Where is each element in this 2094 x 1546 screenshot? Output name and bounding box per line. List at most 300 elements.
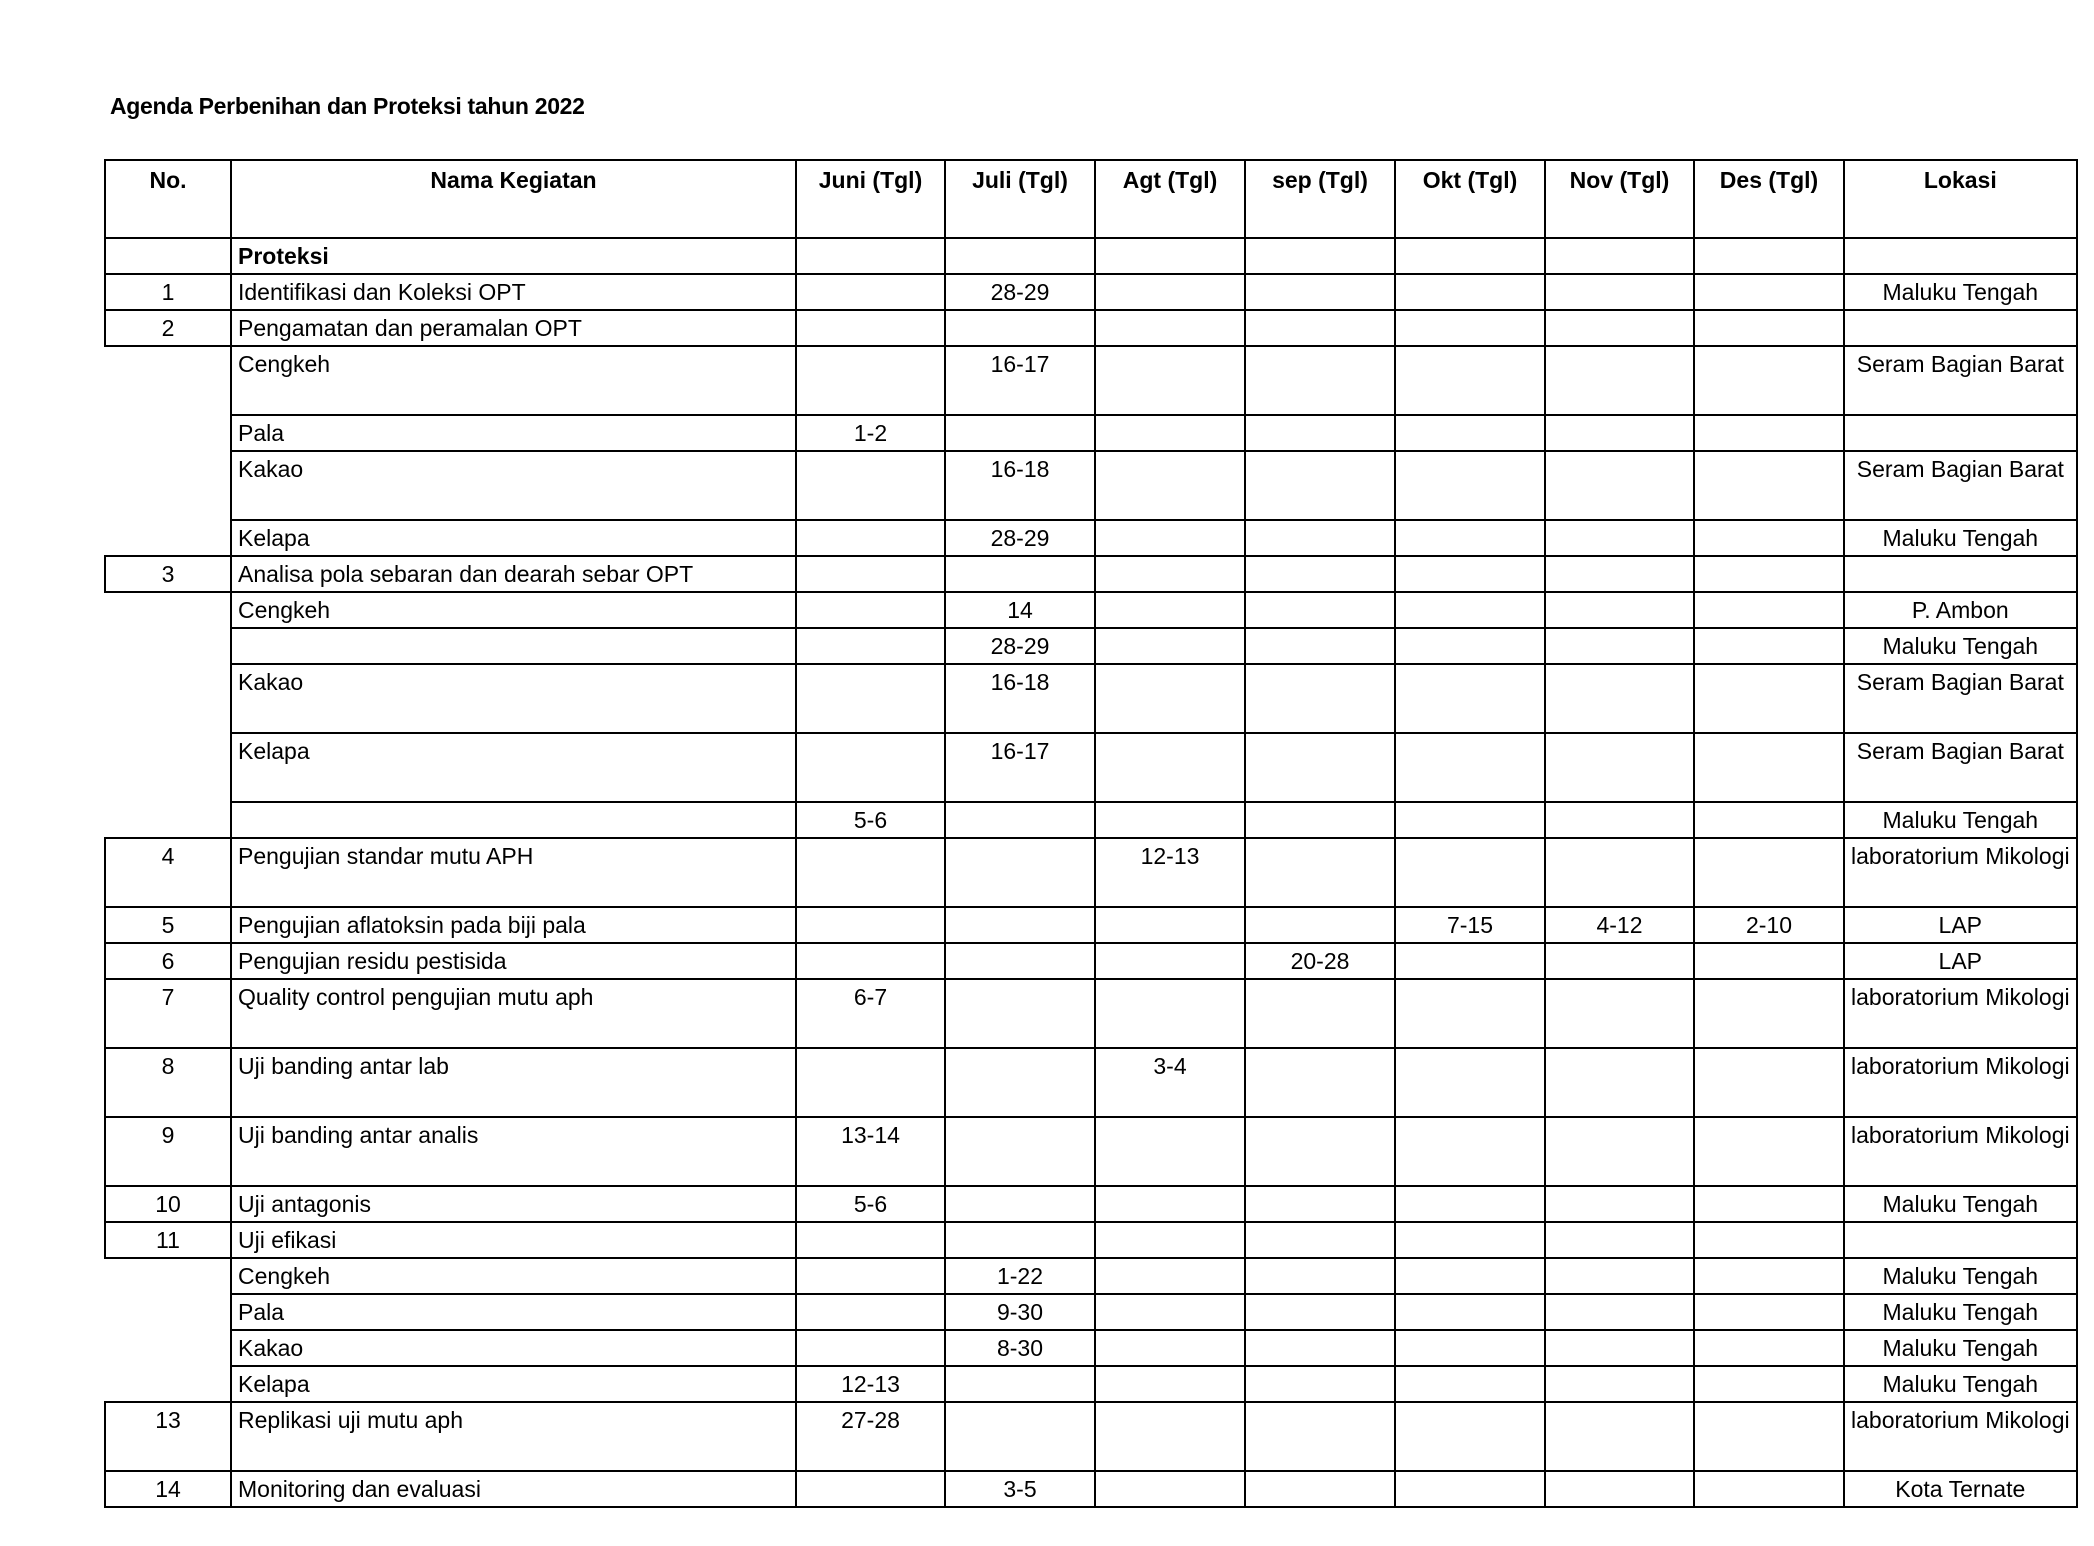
des-cell — [1694, 838, 1844, 907]
lokasi-cell: Maluku Tengah — [1844, 628, 2077, 664]
agt-cell — [1095, 1366, 1245, 1402]
nov-cell — [1545, 274, 1694, 310]
sep-cell — [1245, 1258, 1395, 1294]
nov-cell — [1545, 592, 1694, 628]
sep-cell — [1245, 1366, 1395, 1402]
agt-cell: 12-13 — [1095, 838, 1245, 907]
nama-kegiatan-cell: Pengujian residu pestisida — [231, 943, 796, 979]
no-cell: 3 — [105, 556, 231, 592]
agt-cell — [1095, 628, 1245, 664]
table-row — [105, 1294, 2077, 1330]
no-cell — [105, 664, 231, 733]
table-row — [105, 1258, 2077, 1294]
nov-cell — [1545, 1402, 1694, 1471]
nama-kegiatan-cell: Cengkeh — [231, 346, 796, 415]
lokasi-cell — [1844, 1222, 2077, 1258]
juni-cell — [796, 1294, 945, 1330]
no-cell — [105, 1366, 231, 1402]
juni-cell — [796, 346, 945, 415]
juni-cell: 5-6 — [796, 1186, 945, 1222]
agt-cell — [1095, 1471, 1245, 1507]
lokasi-cell: laboratorium Mikologi — [1844, 1117, 2077, 1186]
juli-cell — [945, 1186, 1095, 1222]
agt-cell — [1095, 592, 1245, 628]
nov-cell — [1545, 1258, 1694, 1294]
lokasi-cell: Seram Bagian Barat — [1844, 664, 2077, 733]
sep-cell — [1245, 907, 1395, 943]
juni-cell — [796, 733, 945, 802]
header-juni: Juni (Tgl) — [796, 160, 945, 238]
table-row — [105, 1186, 2077, 1222]
okt-cell — [1395, 1402, 1545, 1471]
des-cell — [1694, 592, 1844, 628]
okt-cell — [1395, 346, 1545, 415]
nama-kegiatan-cell: Replikasi uji mutu aph — [231, 1402, 796, 1471]
no-cell — [105, 1294, 231, 1330]
nama-kegiatan-cell: Pengamatan dan peramalan OPT — [231, 310, 796, 346]
juli-cell — [945, 1222, 1095, 1258]
sep-cell: 20-28 — [1245, 943, 1395, 979]
table-row — [105, 1471, 2077, 1507]
header-juli: Juli (Tgl) — [945, 160, 1095, 238]
juli-cell: 1-22 — [945, 1258, 1095, 1294]
agt-cell — [1095, 802, 1245, 838]
juli-cell — [945, 943, 1095, 979]
sep-cell — [1245, 628, 1395, 664]
nama-kegiatan-cell: Kelapa — [231, 733, 796, 802]
lokasi-cell: Kota Ternate — [1844, 1471, 2077, 1507]
table-row — [105, 1402, 2077, 1471]
lokasi-cell: Maluku Tengah — [1844, 1186, 2077, 1222]
sep-cell — [1245, 838, 1395, 907]
lokasi-cell: P. Ambon — [1844, 592, 2077, 628]
juli-cell — [945, 310, 1095, 346]
sep-cell — [1245, 310, 1395, 346]
nama-kegiatan-cell: Pengujian aflatoksin pada biji pala — [231, 907, 796, 943]
okt-cell — [1395, 628, 1545, 664]
des-cell — [1694, 1366, 1844, 1402]
juni-cell — [796, 1330, 945, 1366]
table-row — [105, 415, 2077, 451]
nama-kegiatan-cell — [231, 628, 796, 664]
okt-cell — [1395, 838, 1545, 907]
okt-cell — [1395, 1048, 1545, 1117]
okt-cell — [1395, 1294, 1545, 1330]
juli-cell — [945, 1117, 1095, 1186]
sep-cell — [1245, 1222, 1395, 1258]
okt-cell — [1395, 664, 1545, 733]
nov-cell — [1545, 1294, 1694, 1330]
header-okt: Okt (Tgl) — [1395, 160, 1545, 238]
table-row — [105, 451, 2077, 520]
nov-cell — [1545, 733, 1694, 802]
sep-cell — [1245, 733, 1395, 802]
no-cell: 6 — [105, 943, 231, 979]
table-row — [105, 592, 2077, 628]
nov-cell — [1545, 1330, 1694, 1366]
nama-kegiatan-cell: Cengkeh — [231, 1258, 796, 1294]
agt-cell — [1095, 274, 1245, 310]
lokasi-cell: Seram Bagian Barat — [1844, 346, 2077, 415]
agt-cell — [1095, 1222, 1245, 1258]
no-cell: 11 — [105, 1222, 231, 1258]
table-row — [105, 274, 2077, 310]
nama-kegiatan-cell: Uji banding antar lab — [231, 1048, 796, 1117]
des-cell — [1694, 802, 1844, 838]
des-cell — [1694, 943, 1844, 979]
des-cell: 2-10 — [1694, 907, 1844, 943]
nov-cell — [1545, 415, 1694, 451]
header-lokasi: Lokasi — [1844, 160, 2077, 238]
sep-cell — [1245, 802, 1395, 838]
table-row — [105, 628, 2077, 664]
sep-cell — [1245, 1294, 1395, 1330]
agt-cell — [1095, 979, 1245, 1048]
juli-cell: 16-18 — [945, 664, 1095, 733]
no-cell: 1 — [105, 274, 231, 310]
nov-cell — [1545, 1471, 1694, 1507]
no-cell: 14 — [105, 1471, 231, 1507]
des-cell — [1694, 1471, 1844, 1507]
sep-cell — [1245, 415, 1395, 451]
lokasi-cell: Maluku Tengah — [1844, 520, 2077, 556]
nov-cell — [1545, 979, 1694, 1048]
juli-cell — [945, 802, 1095, 838]
lokasi-cell: laboratorium Mikologi — [1844, 838, 2077, 907]
table-row — [105, 346, 2077, 415]
nov-cell — [1545, 346, 1694, 415]
agt-cell: 3-4 — [1095, 1048, 1245, 1117]
no-cell: 4 — [105, 838, 231, 907]
nama-kegiatan-cell: Kakao — [231, 451, 796, 520]
des-cell — [1694, 733, 1844, 802]
sep-cell — [1245, 556, 1395, 592]
nov-cell — [1545, 451, 1694, 520]
juni-cell — [796, 943, 945, 979]
nov-cell — [1545, 628, 1694, 664]
nama-kegiatan-cell: Cengkeh — [231, 592, 796, 628]
juni-cell — [796, 1258, 945, 1294]
lokasi-cell: Maluku Tengah — [1844, 802, 2077, 838]
agt-cell — [1095, 907, 1245, 943]
lokasi-cell: Maluku Tengah — [1844, 1258, 2077, 1294]
section-title: Proteksi — [231, 238, 796, 274]
nama-kegiatan-cell: Uji banding antar analis — [231, 1117, 796, 1186]
okt-cell: 7-15 — [1395, 907, 1545, 943]
agt-cell — [1095, 1186, 1245, 1222]
document-title: Agenda Perbenihan dan Proteksi tahun 2022 — [110, 93, 585, 119]
des-cell — [1694, 1048, 1844, 1117]
header-des: Des (Tgl) — [1694, 160, 1844, 238]
agt-cell — [1095, 415, 1245, 451]
lokasi-cell: Maluku Tengah — [1844, 1330, 2077, 1366]
no-cell: 2 — [105, 310, 231, 346]
no-cell — [105, 346, 231, 415]
sep-cell — [1245, 664, 1395, 733]
no-cell: 10 — [105, 1186, 231, 1222]
agt-cell — [1095, 664, 1245, 733]
nov-cell: 4-12 — [1545, 907, 1694, 943]
table-row — [105, 1117, 2077, 1186]
header-nama-kegiatan: Nama Kegiatan — [231, 160, 796, 238]
des-cell — [1694, 1222, 1844, 1258]
juli-cell — [945, 1048, 1095, 1117]
nov-cell — [1545, 1222, 1694, 1258]
nov-cell — [1545, 556, 1694, 592]
des-cell — [1694, 664, 1844, 733]
juli-cell: 8-30 — [945, 1330, 1095, 1366]
juni-cell — [796, 310, 945, 346]
des-cell — [1694, 1258, 1844, 1294]
agt-cell — [1095, 520, 1245, 556]
des-cell — [1694, 415, 1844, 451]
table-row — [105, 1330, 2077, 1366]
no-cell — [105, 415, 231, 451]
agt-cell — [1095, 1330, 1245, 1366]
juni-cell — [796, 1222, 945, 1258]
juni-cell — [796, 520, 945, 556]
nov-cell — [1545, 802, 1694, 838]
table-row — [105, 664, 2077, 733]
nama-kegiatan-cell: Uji efikasi — [231, 1222, 796, 1258]
nov-cell — [1545, 664, 1694, 733]
okt-cell — [1395, 1330, 1545, 1366]
sep-cell — [1245, 1048, 1395, 1117]
okt-cell — [1395, 1258, 1545, 1294]
no-cell — [105, 520, 231, 556]
agt-cell — [1095, 1258, 1245, 1294]
sep-cell — [1245, 346, 1395, 415]
juni-cell — [796, 556, 945, 592]
table-row — [105, 838, 2077, 907]
des-cell — [1694, 556, 1844, 592]
sep-cell — [1245, 451, 1395, 520]
nama-kegiatan-cell: Kakao — [231, 664, 796, 733]
no-cell: 5 — [105, 907, 231, 943]
header-row — [105, 160, 2077, 238]
juli-cell: 16-17 — [945, 733, 1095, 802]
agt-cell — [1095, 346, 1245, 415]
juli-cell — [945, 1402, 1095, 1471]
lokasi-cell: laboratorium Mikologi — [1844, 1048, 2077, 1117]
des-cell — [1694, 628, 1844, 664]
juni-cell — [796, 664, 945, 733]
no-cell — [105, 451, 231, 520]
des-cell — [1694, 346, 1844, 415]
des-cell — [1694, 274, 1844, 310]
juni-cell: 1-2 — [796, 415, 945, 451]
nama-kegiatan-cell: Pala — [231, 1294, 796, 1330]
table-row — [105, 907, 2077, 943]
juni-cell — [796, 451, 945, 520]
table-row — [105, 733, 2077, 802]
nama-kegiatan-cell: Uji antagonis — [231, 1186, 796, 1222]
juni-cell: 6-7 — [796, 979, 945, 1048]
juli-cell: 28-29 — [945, 520, 1095, 556]
juni-cell — [796, 274, 945, 310]
no-cell — [105, 802, 231, 838]
agenda-table — [104, 159, 2078, 1508]
no-cell: 8 — [105, 1048, 231, 1117]
nov-cell — [1545, 1186, 1694, 1222]
okt-cell — [1395, 1366, 1545, 1402]
des-cell — [1694, 520, 1844, 556]
okt-cell — [1395, 274, 1545, 310]
sep-cell — [1245, 1471, 1395, 1507]
no-cell — [105, 733, 231, 802]
juli-cell: 28-29 — [945, 274, 1095, 310]
lokasi-cell: Seram Bagian Barat — [1844, 451, 2077, 520]
nama-kegiatan-cell: Pengujian standar mutu APH — [231, 838, 796, 907]
nov-cell — [1545, 520, 1694, 556]
lokasi-cell: LAP — [1844, 907, 2077, 943]
sep-cell — [1245, 592, 1395, 628]
des-cell — [1694, 1402, 1844, 1471]
okt-cell — [1395, 1222, 1545, 1258]
agt-cell — [1095, 1402, 1245, 1471]
sep-cell — [1245, 520, 1395, 556]
juli-cell: 3-5 — [945, 1471, 1095, 1507]
juli-cell — [945, 1366, 1095, 1402]
nov-cell — [1545, 1117, 1694, 1186]
agt-cell — [1095, 943, 1245, 979]
nama-kegiatan-cell: Pala — [231, 415, 796, 451]
agt-cell — [1095, 451, 1245, 520]
okt-cell — [1395, 556, 1545, 592]
nama-kegiatan-cell: Kelapa — [231, 1366, 796, 1402]
agt-cell — [1095, 1294, 1245, 1330]
juli-cell: 16-17 — [945, 346, 1095, 415]
nov-cell — [1545, 943, 1694, 979]
lokasi-cell — [1844, 310, 2077, 346]
sep-cell — [1245, 1330, 1395, 1366]
nov-cell — [1545, 838, 1694, 907]
juni-cell — [796, 1048, 945, 1117]
juli-cell — [945, 556, 1095, 592]
nov-cell — [1545, 1048, 1694, 1117]
juni-cell — [796, 838, 945, 907]
lokasi-cell: Maluku Tengah — [1844, 1366, 2077, 1402]
okt-cell — [1395, 733, 1545, 802]
no-cell: 13 — [105, 1402, 231, 1471]
no-cell: 7 — [105, 979, 231, 1048]
no-cell — [105, 1330, 231, 1366]
juli-cell: 28-29 — [945, 628, 1095, 664]
agt-cell — [1095, 1117, 1245, 1186]
nov-cell — [1545, 1366, 1694, 1402]
des-cell — [1694, 1330, 1844, 1366]
sep-cell — [1245, 1186, 1395, 1222]
des-cell — [1694, 1117, 1844, 1186]
header-nov: Nov (Tgl) — [1545, 160, 1694, 238]
table-row — [105, 556, 2077, 592]
lokasi-cell: laboratorium Mikologi — [1844, 1402, 2077, 1471]
des-cell — [1694, 1294, 1844, 1330]
agt-cell — [1095, 310, 1245, 346]
agt-cell — [1095, 733, 1245, 802]
des-cell — [1694, 979, 1844, 1048]
lokasi-cell — [1844, 556, 2077, 592]
okt-cell — [1395, 520, 1545, 556]
no-cell — [105, 1258, 231, 1294]
juli-cell — [945, 907, 1095, 943]
header-no: No. — [105, 160, 231, 238]
table-row — [105, 943, 2077, 979]
table-row — [105, 1222, 2077, 1258]
des-cell — [1694, 1186, 1844, 1222]
nama-kegiatan-cell: Quality control pengujian mutu aph — [231, 979, 796, 1048]
des-cell — [1694, 310, 1844, 346]
juni-cell — [796, 628, 945, 664]
sep-cell — [1245, 274, 1395, 310]
nama-kegiatan-cell — [231, 802, 796, 838]
juni-cell — [796, 907, 945, 943]
juni-cell: 5-6 — [796, 802, 945, 838]
no-cell — [105, 628, 231, 664]
table-row — [105, 520, 2077, 556]
sep-cell — [1245, 979, 1395, 1048]
no-cell: 9 — [105, 1117, 231, 1186]
okt-cell — [1395, 415, 1545, 451]
nama-kegiatan-cell: Analisa pola sebaran dan dearah sebar OPT — [231, 556, 796, 592]
okt-cell — [1395, 802, 1545, 838]
juni-cell: 27-28 — [796, 1402, 945, 1471]
lokasi-cell: Seram Bagian Barat — [1844, 733, 2077, 802]
table-row — [105, 979, 2077, 1048]
no-cell — [105, 592, 231, 628]
des-cell — [1694, 451, 1844, 520]
lokasi-cell: Maluku Tengah — [1844, 274, 2077, 310]
section-row — [105, 238, 2077, 274]
okt-cell — [1395, 979, 1545, 1048]
lokasi-cell — [1844, 415, 2077, 451]
okt-cell — [1395, 592, 1545, 628]
okt-cell — [1395, 1117, 1545, 1186]
juli-cell — [945, 838, 1095, 907]
agt-cell — [1095, 556, 1245, 592]
juni-cell: 13-14 — [796, 1117, 945, 1186]
okt-cell — [1395, 943, 1545, 979]
juli-cell: 16-18 — [945, 451, 1095, 520]
lokasi-cell: LAP — [1844, 943, 2077, 979]
table-row — [105, 1366, 2077, 1402]
juli-cell — [945, 979, 1095, 1048]
header-agt: Agt (Tgl) — [1095, 160, 1245, 238]
nama-kegiatan-cell: Identifikasi dan Koleksi OPT — [231, 274, 796, 310]
lokasi-cell: Maluku Tengah — [1844, 1294, 2077, 1330]
nov-cell — [1545, 310, 1694, 346]
lokasi-cell: laboratorium Mikologi — [1844, 979, 2077, 1048]
juni-cell: 12-13 — [796, 1366, 945, 1402]
table-row — [105, 802, 2077, 838]
sep-cell — [1245, 1117, 1395, 1186]
okt-cell — [1395, 1471, 1545, 1507]
nama-kegiatan-cell: Kelapa — [231, 520, 796, 556]
juni-cell — [796, 1471, 945, 1507]
okt-cell — [1395, 451, 1545, 520]
juni-cell — [796, 592, 945, 628]
table-row — [105, 310, 2077, 346]
okt-cell — [1395, 1186, 1545, 1222]
juli-cell: 14 — [945, 592, 1095, 628]
juli-cell: 9-30 — [945, 1294, 1095, 1330]
table-row — [105, 1048, 2077, 1117]
okt-cell — [1395, 310, 1545, 346]
header-sep: sep (Tgl) — [1245, 160, 1395, 238]
sep-cell — [1245, 1402, 1395, 1471]
nama-kegiatan-cell: Monitoring dan evaluasi — [231, 1471, 796, 1507]
nama-kegiatan-cell: Kakao — [231, 1330, 796, 1366]
